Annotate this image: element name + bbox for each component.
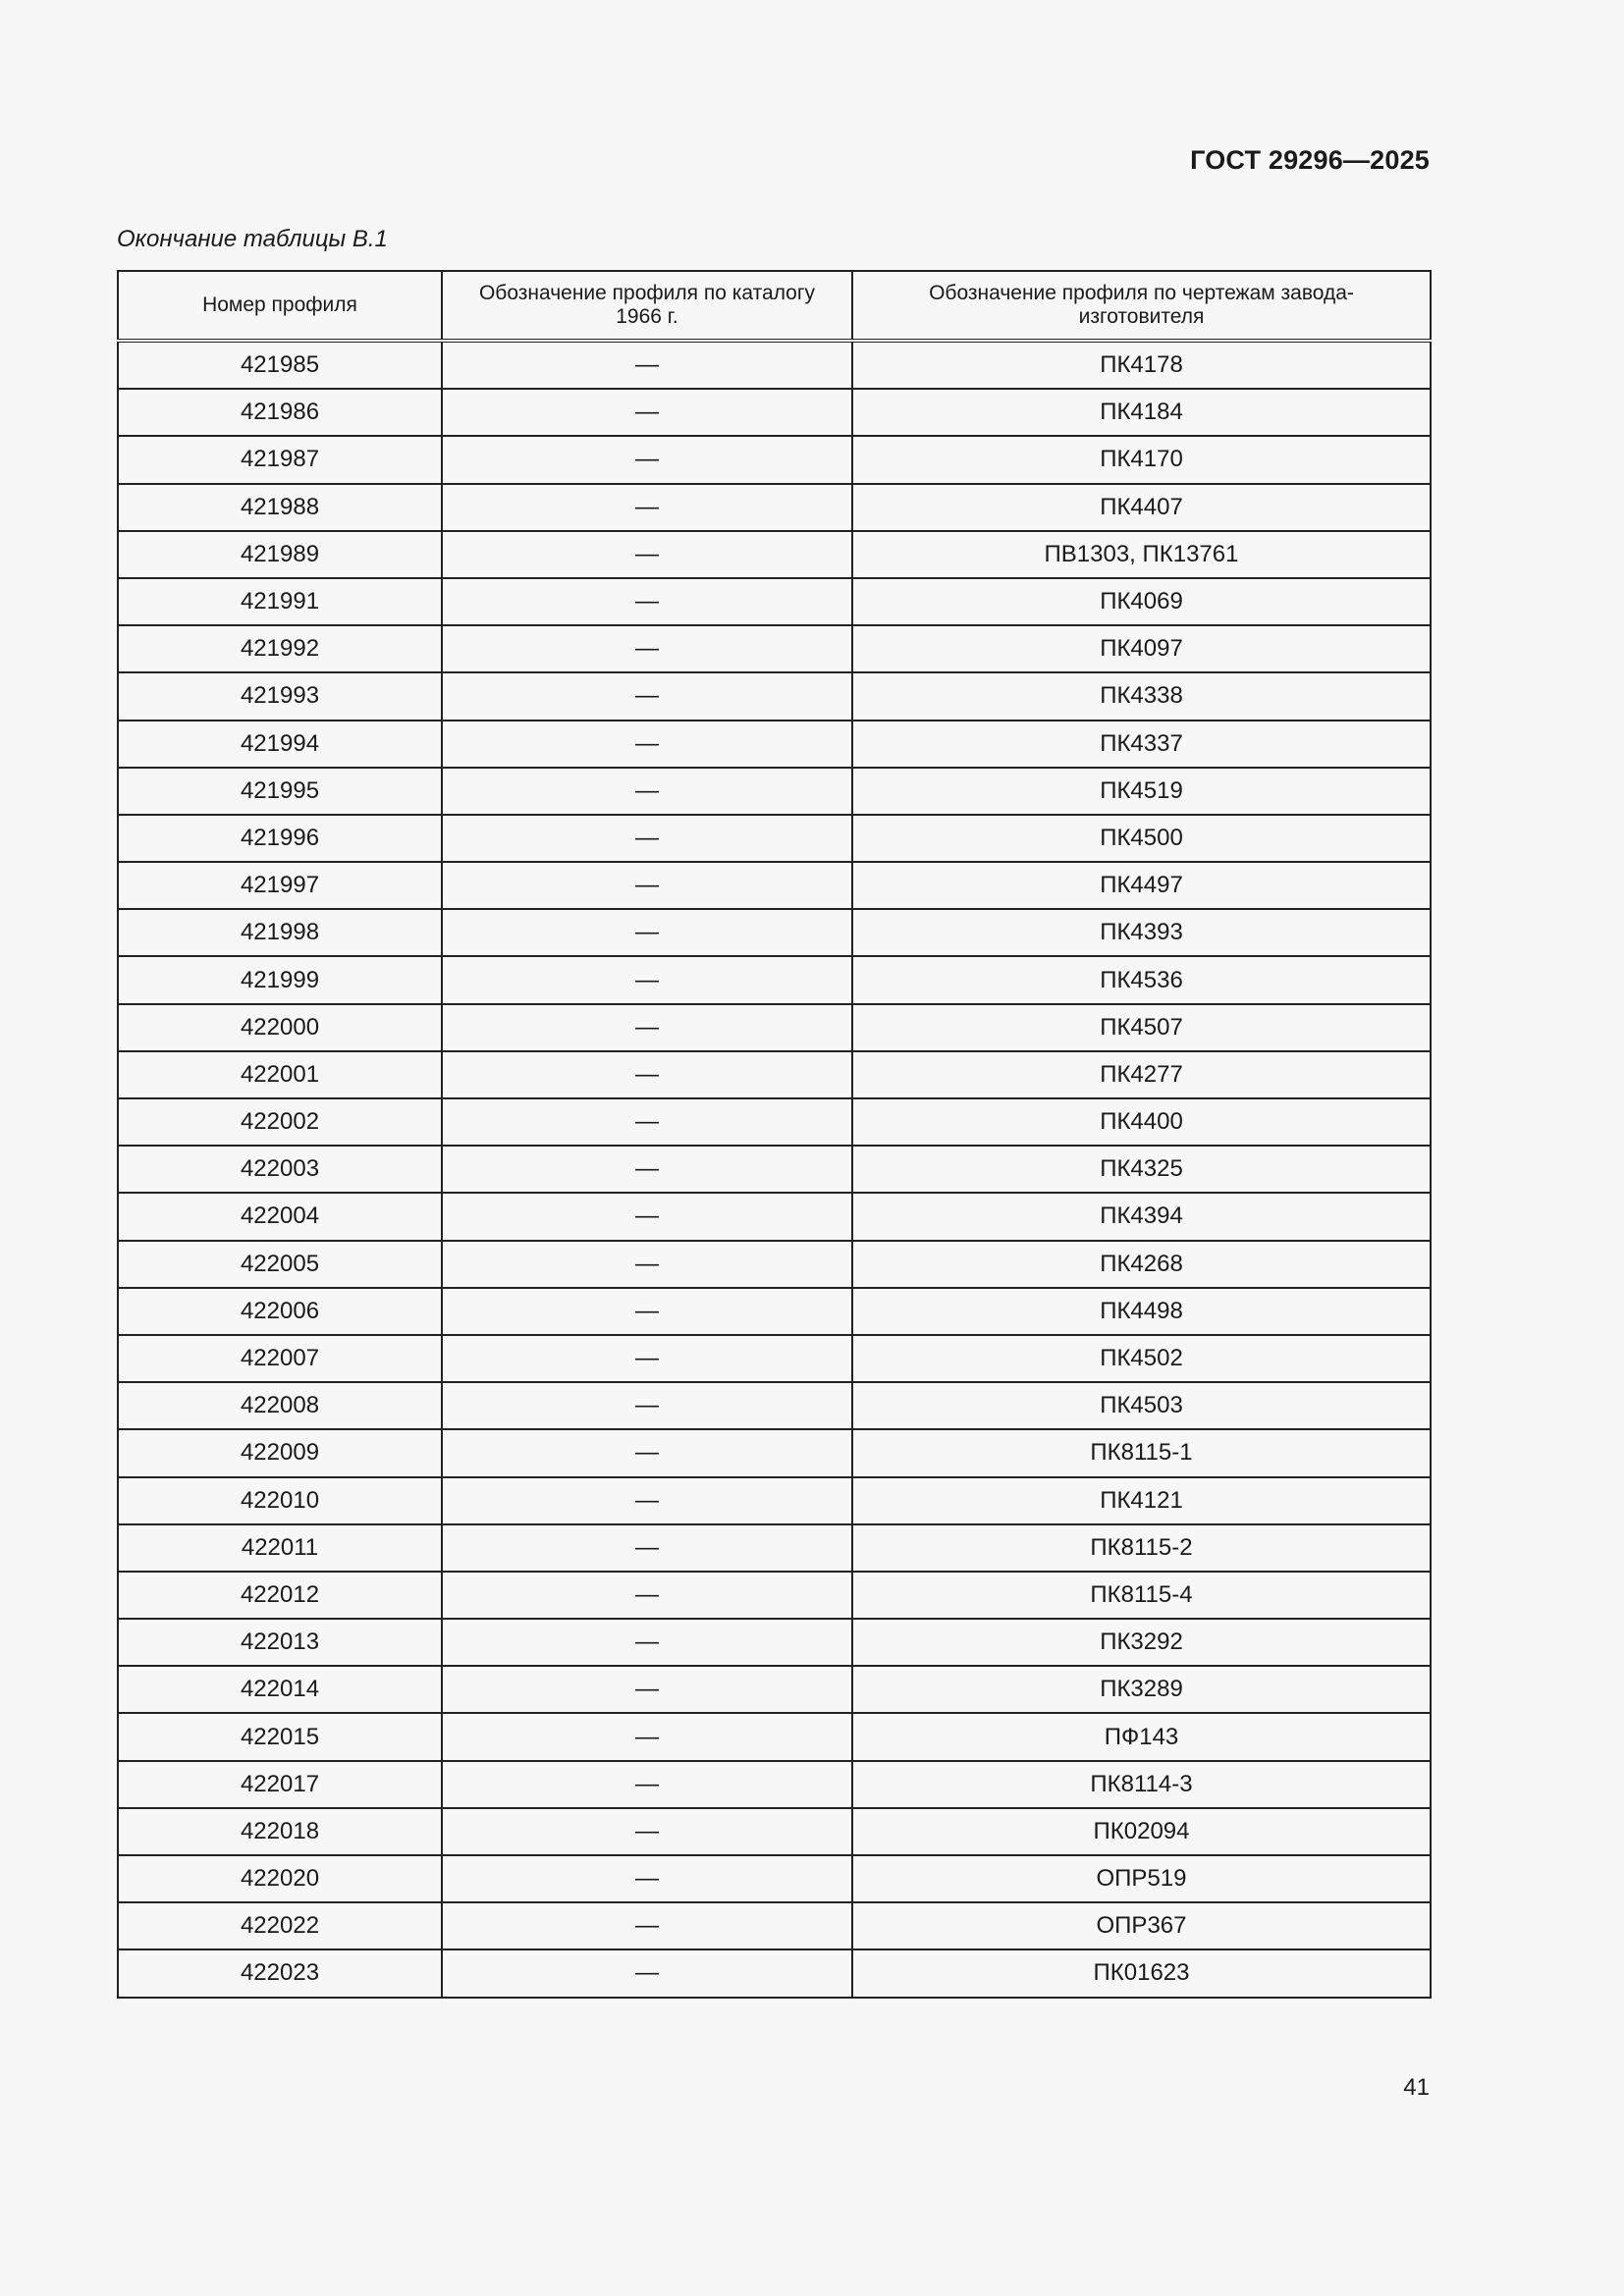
cell-profile-number: 421987 bbox=[118, 436, 442, 483]
table-caption: Окончание таблицы В.1 bbox=[117, 226, 388, 252]
cell-catalog-designation: — bbox=[442, 1524, 852, 1572]
cell-factory-designation: ПК8114-3 bbox=[852, 1761, 1431, 1808]
cell-profile-number: 421995 bbox=[118, 768, 442, 815]
cell-catalog-designation: — bbox=[442, 1855, 852, 1902]
table-header bbox=[118, 271, 1431, 341]
cell-profile-number: 422017 bbox=[118, 1761, 442, 1808]
cell-factory-designation: ПК4069 bbox=[852, 578, 1431, 625]
cell-catalog-designation: — bbox=[442, 1808, 852, 1855]
cell-factory-designation: ПК3292 bbox=[852, 1619, 1431, 1666]
cell-factory-designation: ПК4178 bbox=[852, 341, 1431, 389]
cell-factory-designation: ПВ1303, ПК13761 bbox=[852, 531, 1431, 578]
cell-factory-designation: ПК4337 bbox=[852, 721, 1431, 768]
cell-factory-designation: ПК4325 bbox=[852, 1146, 1431, 1193]
cell-profile-number: 421986 bbox=[118, 389, 442, 436]
table-row bbox=[118, 672, 1431, 720]
cell-profile-number: 421996 bbox=[118, 815, 442, 862]
cell-profile-number: 422003 bbox=[118, 1146, 442, 1193]
table-row bbox=[118, 1098, 1431, 1146]
table-row bbox=[118, 1524, 1431, 1572]
cell-profile-number: 422023 bbox=[118, 1949, 442, 1997]
table-row bbox=[118, 1146, 1431, 1193]
cell-catalog-designation: — bbox=[442, 1335, 852, 1382]
cell-profile-number: 421998 bbox=[118, 909, 442, 956]
cell-factory-designation: ПК4338 bbox=[852, 672, 1431, 720]
cell-catalog-designation: — bbox=[442, 1429, 852, 1476]
cell-catalog-designation: — bbox=[442, 1902, 852, 1949]
cell-profile-number: 422013 bbox=[118, 1619, 442, 1666]
cell-factory-designation: ПК4393 bbox=[852, 909, 1431, 956]
cell-catalog-designation: — bbox=[442, 956, 852, 1003]
cell-profile-number: 422010 bbox=[118, 1477, 442, 1524]
cell-profile-number: 421991 bbox=[118, 578, 442, 625]
page-number: 41 bbox=[1403, 2074, 1430, 2101]
cell-profile-number: 422000 bbox=[118, 1004, 442, 1051]
cell-factory-designation: ПК4277 bbox=[852, 1051, 1431, 1098]
table-row bbox=[118, 1619, 1431, 1666]
cell-profile-number: 422009 bbox=[118, 1429, 442, 1476]
cell-factory-designation: ОПР367 bbox=[852, 1902, 1431, 1949]
table-header-row bbox=[118, 271, 1431, 341]
table-row bbox=[118, 1949, 1431, 1997]
table-row bbox=[118, 1193, 1431, 1240]
cell-catalog-designation: — bbox=[442, 1098, 852, 1146]
cell-catalog-designation: — bbox=[442, 484, 852, 531]
cell-catalog-designation: — bbox=[442, 909, 852, 956]
cell-profile-number: 421985 bbox=[118, 341, 442, 389]
cell-factory-designation: ПК4500 bbox=[852, 815, 1431, 862]
cell-catalog-designation: — bbox=[442, 1382, 852, 1429]
cell-factory-designation: ПК4097 bbox=[852, 625, 1431, 672]
cell-factory-designation: ПК02094 bbox=[852, 1808, 1431, 1855]
cell-factory-designation: ПК4400 bbox=[852, 1098, 1431, 1146]
cell-catalog-designation: — bbox=[442, 341, 852, 389]
table-row bbox=[118, 721, 1431, 768]
cell-catalog-designation: — bbox=[442, 1949, 852, 1997]
cell-catalog-designation: — bbox=[442, 862, 852, 909]
cell-catalog-designation: — bbox=[442, 578, 852, 625]
cell-factory-designation: ПК4536 bbox=[852, 956, 1431, 1003]
column-header-catalog-designation: Обозначение профиля по каталогу 1966 г. bbox=[442, 271, 852, 341]
cell-catalog-designation: — bbox=[442, 672, 852, 720]
table-row bbox=[118, 1477, 1431, 1524]
cell-profile-number: 421999 bbox=[118, 956, 442, 1003]
table-row bbox=[118, 1051, 1431, 1098]
cell-catalog-designation: — bbox=[442, 1004, 852, 1051]
cell-profile-number: 422001 bbox=[118, 1051, 442, 1098]
cell-factory-designation: ПК4503 bbox=[852, 1382, 1431, 1429]
table-row bbox=[118, 956, 1431, 1003]
table-row bbox=[118, 531, 1431, 578]
cell-factory-designation: ПК4184 bbox=[852, 389, 1431, 436]
cell-catalog-designation: — bbox=[442, 1288, 852, 1335]
table-row bbox=[118, 1382, 1431, 1429]
cell-factory-designation: ПК4394 bbox=[852, 1193, 1431, 1240]
column-header-factory-designation: Обозначение профиля по чертежам завода-изготовителя bbox=[852, 271, 1431, 341]
table-row bbox=[118, 1761, 1431, 1808]
document-standard-title: ГОСТ 29296—2025 bbox=[1190, 145, 1430, 175]
cell-factory-designation: ПК8115-4 bbox=[852, 1572, 1431, 1619]
table-row bbox=[118, 1288, 1431, 1335]
cell-profile-number: 422005 bbox=[118, 1241, 442, 1288]
table-row bbox=[118, 1713, 1431, 1760]
cell-catalog-designation: — bbox=[442, 1146, 852, 1193]
cell-factory-designation: ПК8115-2 bbox=[852, 1524, 1431, 1572]
cell-catalog-designation: — bbox=[442, 768, 852, 815]
table-row bbox=[118, 1241, 1431, 1288]
cell-factory-designation: ПФ143 bbox=[852, 1713, 1431, 1760]
table-row bbox=[118, 578, 1431, 625]
cell-profile-number: 421992 bbox=[118, 625, 442, 672]
table-row bbox=[118, 815, 1431, 862]
cell-catalog-designation: — bbox=[442, 1666, 852, 1713]
cell-factory-designation: ПК01623 bbox=[852, 1949, 1431, 1997]
profile-table-container bbox=[117, 270, 1430, 1999]
cell-catalog-designation: — bbox=[442, 436, 852, 483]
table-row bbox=[118, 768, 1431, 815]
cell-catalog-designation: — bbox=[442, 1051, 852, 1098]
cell-catalog-designation: — bbox=[442, 1761, 852, 1808]
cell-catalog-designation: — bbox=[442, 389, 852, 436]
cell-profile-number: 422014 bbox=[118, 1666, 442, 1713]
cell-factory-designation: ПК8115-1 bbox=[852, 1429, 1431, 1476]
table-row bbox=[118, 389, 1431, 436]
cell-catalog-designation: — bbox=[442, 1477, 852, 1524]
table-row bbox=[118, 1429, 1431, 1476]
cell-profile-number: 421993 bbox=[118, 672, 442, 720]
cell-catalog-designation: — bbox=[442, 1193, 852, 1240]
table-body bbox=[118, 341, 1431, 1998]
cell-factory-designation: ПК4170 bbox=[852, 436, 1431, 483]
cell-profile-number: 422002 bbox=[118, 1098, 442, 1146]
cell-profile-number: 422011 bbox=[118, 1524, 442, 1572]
cell-catalog-designation: — bbox=[442, 1619, 852, 1666]
cell-factory-designation: ПК4497 bbox=[852, 862, 1431, 909]
cell-catalog-designation: — bbox=[442, 1241, 852, 1288]
cell-profile-number: 422022 bbox=[118, 1902, 442, 1949]
cell-profile-number: 422020 bbox=[118, 1855, 442, 1902]
table-row bbox=[118, 862, 1431, 909]
table-row bbox=[118, 625, 1431, 672]
cell-catalog-designation: — bbox=[442, 1572, 852, 1619]
cell-profile-number: 421989 bbox=[118, 531, 442, 578]
cell-profile-number: 422018 bbox=[118, 1808, 442, 1855]
cell-profile-number: 421994 bbox=[118, 721, 442, 768]
cell-profile-number: 421997 bbox=[118, 862, 442, 909]
table-row bbox=[118, 341, 1431, 389]
table-row bbox=[118, 1666, 1431, 1713]
table-row bbox=[118, 1572, 1431, 1619]
column-header-profile-number: Номер профиля bbox=[118, 271, 442, 341]
table-row bbox=[118, 1004, 1431, 1051]
table-row bbox=[118, 1335, 1431, 1382]
table-row bbox=[118, 1855, 1431, 1902]
table-row bbox=[118, 1808, 1431, 1855]
table-row bbox=[118, 484, 1431, 531]
cell-factory-designation: ПК4407 bbox=[852, 484, 1431, 531]
cell-factory-designation: ПК4498 bbox=[852, 1288, 1431, 1335]
cell-profile-number: 422006 bbox=[118, 1288, 442, 1335]
cell-catalog-designation: — bbox=[442, 625, 852, 672]
cell-profile-number: 422007 bbox=[118, 1335, 442, 1382]
cell-profile-number: 422004 bbox=[118, 1193, 442, 1240]
profile-table bbox=[117, 270, 1432, 1999]
cell-factory-designation: ПК3289 bbox=[852, 1666, 1431, 1713]
cell-catalog-designation: — bbox=[442, 815, 852, 862]
table-row bbox=[118, 436, 1431, 483]
cell-catalog-designation: — bbox=[442, 721, 852, 768]
cell-catalog-designation: — bbox=[442, 531, 852, 578]
table-row bbox=[118, 909, 1431, 956]
cell-profile-number: 422015 bbox=[118, 1713, 442, 1760]
cell-factory-designation: ПК4502 bbox=[852, 1335, 1431, 1382]
cell-catalog-designation: — bbox=[442, 1713, 852, 1760]
cell-factory-designation: ПК4507 bbox=[852, 1004, 1431, 1051]
table-row bbox=[118, 1902, 1431, 1949]
cell-profile-number: 421988 bbox=[118, 484, 442, 531]
cell-profile-number: 422012 bbox=[118, 1572, 442, 1619]
cell-factory-designation: ПК4268 bbox=[852, 1241, 1431, 1288]
cell-factory-designation: ОПР519 bbox=[852, 1855, 1431, 1902]
cell-factory-designation: ПК4121 bbox=[852, 1477, 1431, 1524]
cell-factory-designation: ПК4519 bbox=[852, 768, 1431, 815]
cell-profile-number: 422008 bbox=[118, 1382, 442, 1429]
